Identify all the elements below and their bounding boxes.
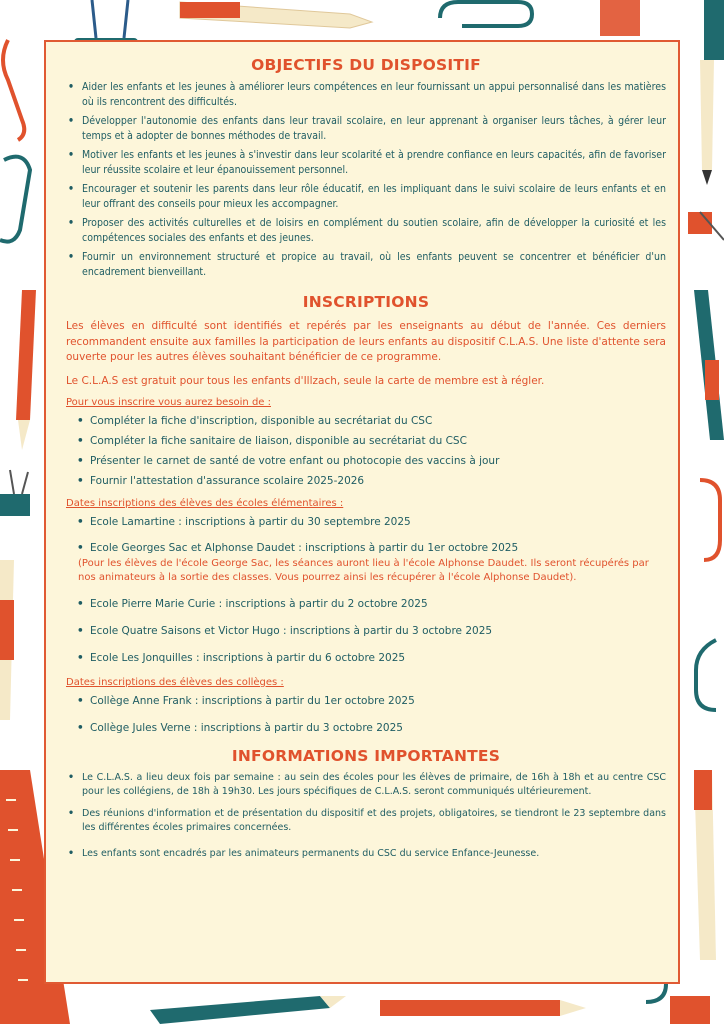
pencil-icon bbox=[180, 2, 372, 28]
list-item: • Proposer des activités culturelles et de loisirs en complément du soutien scolaire, afin de développer la curiosité et les compétences sociales des enfants et des jeunes. bbox=[66, 216, 666, 245]
inscriptions-intro: Les élèves en difficulté sont identifiés et repérés par les enseignants au début de l'année. Ces derniers recommandent ensuite aux familles la participation de leurs enfants au dispositif C.L.A.S. Une liste d'attente sera ouverte pour les autres élèves souhaitant bénéficier de ce programme. bbox=[66, 320, 666, 363]
list-item: • Ecole Quatre Saisons et Victor Hugo : inscriptions à partir du 3 octobre 2025 bbox=[66, 624, 666, 638]
binder-clip-icon bbox=[688, 212, 724, 240]
paperclip-icon bbox=[696, 640, 716, 710]
pencil-icon bbox=[380, 1000, 586, 1016]
list-item: • Collège Anne Frank : inscriptions à partir du 1er octobre 2025 bbox=[66, 694, 666, 708]
info-title: INFORMATIONS IMPORTANTES bbox=[231, 747, 501, 765]
list-item: • Collège Jules Verne : inscriptions à partir du 3 octobre 2025 bbox=[66, 721, 666, 735]
inscriptions-title: INSCRIPTIONS bbox=[302, 293, 430, 311]
list-item: • Compléter la fiche d'inscription, disponible au secrétariat du CSC bbox=[66, 414, 666, 428]
list-item: • Motiver les enfants et les jeunes à s'investir dans leur scolarité et à prendre confiance en leurs capacités, afin de favoriser leur réussite scolaire et leur épanouissement personnel. bbox=[66, 148, 666, 177]
paperclip-icon bbox=[700, 480, 720, 560]
pencil-icon bbox=[150, 996, 346, 1024]
list-item: • Aider les enfants et les jeunes à améliorer leurs compétences en leur fournissant un appui personnalisé dans les matières où ils rencontrent des difficultés. bbox=[66, 80, 666, 109]
info-list bbox=[66, 771, 666, 861]
list-item: • Les enfants sont encadrés par les animateurs permanents du CSC du service Enfance-Jeunesse. bbox=[66, 847, 666, 861]
inscriptions-free: Le C.L.A.S est gratuit pour tous les enfants d'Illzach, seule la carte de membre est à régler. bbox=[66, 374, 545, 387]
requirements-label: Pour vous inscrire vous aurez besoin de : bbox=[66, 397, 271, 408]
list-item: • Ecole Georges Sac et Alphonse Daudet : inscriptions à partir du 1er octobre 2025 bbox=[66, 541, 666, 555]
college-dates-list bbox=[66, 694, 666, 735]
objectives-title: OBJECTIFS DU DISPOSITIF bbox=[251, 56, 481, 74]
elementary-note: (Pour les élèves de l'école George Sac, les séances auront lieu à l'école Alphonse Daudet. Ils seront récupérés par nos animateurs à la sortie des classes. Vous pourrez ainsi les récupérer à l'école Alphonse Daudet). bbox=[78, 558, 649, 583]
pencil-icon bbox=[694, 770, 716, 960]
list-item: • Des réunions d'information et de présentation du dispositif et des projets, obligatoires, se tiendront le 23 septembre dans les différentes écoles primaires concernées. bbox=[66, 807, 666, 835]
list-item: • Présenter le carnet de santé de votre enfant ou photocopie des vaccins à jour bbox=[66, 454, 666, 468]
list-item: • Ecole Les Jonquilles : inscriptions à partir du 6 octobre 2025 bbox=[66, 651, 666, 665]
pencil-icon bbox=[700, 60, 714, 185]
binder-clip-icon bbox=[0, 470, 30, 516]
binder-clip-icon bbox=[670, 996, 710, 1024]
pencil-icon bbox=[16, 290, 36, 450]
list-item: • Fournir l'attestation d'assurance scolaire 2025-2026 bbox=[66, 474, 666, 488]
paperclip-icon bbox=[0, 157, 30, 242]
requirements-list bbox=[66, 414, 666, 488]
college-dates-label: Dates inscriptions des élèves des collèges : bbox=[66, 677, 284, 688]
elementary-dates-list-continued bbox=[66, 597, 666, 665]
elementary-dates-label: Dates inscriptions des élèves des écoles élémentaires : bbox=[66, 498, 344, 509]
list-item: • Le C.L.A.S. a lieu deux fois par semaine : au sein des écoles pour les élèves de primaire, de 16h à 18h et au centre CSC pour les collégiens, de 18h à 19h30. Les jours spécifiques de C.L.A.S. seront communiqués ultérieurement. bbox=[66, 771, 666, 799]
document-content bbox=[66, 56, 666, 861]
pencil-icon bbox=[694, 290, 724, 440]
list-item: • Développer l'autonomie des enfants dans leur travail scolaire, en leur apprenant à organiser leurs tâches, à gérer leur temps et à adopter de bonnes méthodes de travail. bbox=[66, 114, 666, 143]
list-item: • Ecole Lamartine : inscriptions à partir du 30 septembre 2025 bbox=[66, 515, 666, 529]
pencil-icon bbox=[0, 560, 14, 720]
list-item: • Encourager et soutenir les parents dans leur rôle éducatif, en les impliquant dans le suivi scolaire de leurs enfants et en leur offrant des conseils pour mieux les accompagner. bbox=[66, 182, 666, 211]
elementary-dates-list bbox=[66, 515, 666, 555]
list-item: • Ecole Pierre Marie Curie : inscriptions à partir du 2 octobre 2025 bbox=[66, 597, 666, 611]
list-item: • Fournir un environnement structuré et propice au travail, où les enfants peuvent se concentrer et bénéficier d'un encadrement bienveillant. bbox=[66, 250, 666, 279]
paperclip-icon bbox=[440, 2, 532, 26]
paperclip-icon bbox=[3, 40, 24, 140]
list-item: • Compléter la fiche sanitaire de liaison, disponible au secrétariat du CSC bbox=[66, 434, 666, 448]
objectives-list bbox=[66, 80, 666, 279]
